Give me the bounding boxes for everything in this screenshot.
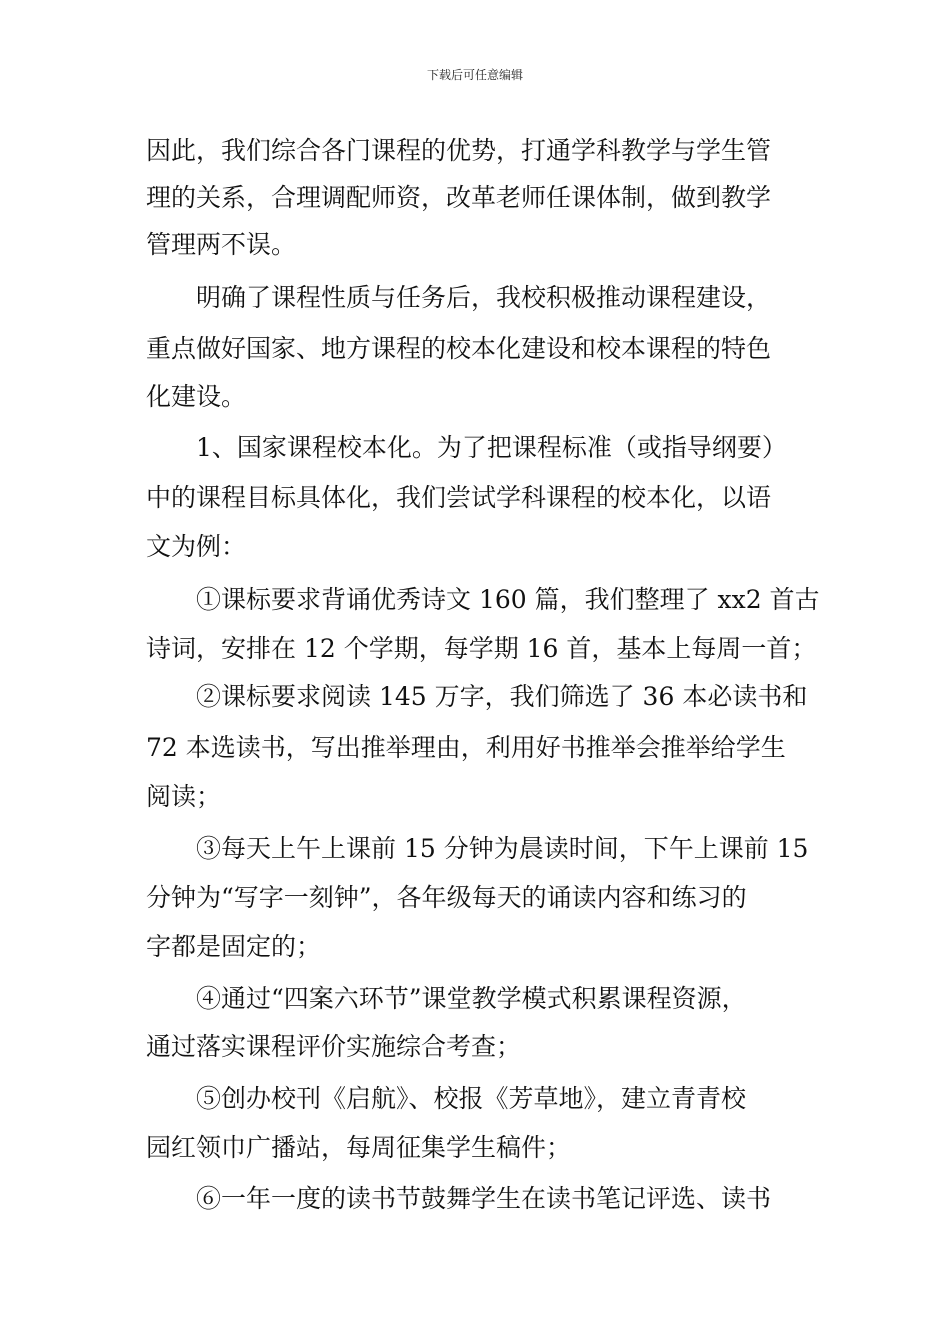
text-line: ②课标要求阅读 145 万字，我们筛选了 36 本必读书和 xyxy=(146,682,808,711)
text-line: 文为例： xyxy=(146,532,247,561)
page-header: 下载后可任意编辑 xyxy=(426,68,523,82)
text-line: 通过落实课程评价实施综合考查； xyxy=(146,1032,522,1061)
text-line: 管理两不误。 xyxy=(146,230,297,259)
text-line: 诗词，安排在 12 个学期，每学期 16 首，基本上每周一首； xyxy=(146,634,817,663)
text-line: 重点做好国家、地方课程的校本化建设和校本课程的特色 xyxy=(146,334,772,363)
text-line: 中的课程目标具体化，我们尝试学科课程的校本化，以语 xyxy=(146,483,772,512)
text-line: 1、国家课程校本化。为了把课程标准（或指导纲要） xyxy=(146,433,787,462)
text-line: 理的关系，合理调配师资，改革老师任课体制，做到教学 xyxy=(146,183,772,212)
text-line: 化建设。 xyxy=(146,382,247,411)
text-line: 园红领巾广播站，每周征集学生稿件； xyxy=(146,1133,572,1162)
text-line: 明确了课程性质与任务后，我校积极推动课程建设， xyxy=(146,283,772,312)
text-line: 字都是固定的； xyxy=(146,932,322,961)
text-line: ⑤创办校刊《启航》、校报《芳草地》，建立青青校 xyxy=(146,1084,747,1113)
text-line: 72 本选读书，写出推举理由，利用好书推举会推举给学生 xyxy=(146,733,786,762)
text-line: ①课标要求背诵优秀诗文 160 篇，我们整理了 xx2 首古 xyxy=(146,585,820,614)
text-line: ④通过“四案六环节”课堂教学模式积累课程资源， xyxy=(146,984,747,1013)
text-line: 因此，我们综合各门课程的优势，打通学科教学与学生管 xyxy=(146,136,772,165)
text-line: ③每天上午上课前 15 分钟为晨读时间，下午上课前 15 xyxy=(146,834,809,863)
text-line: ⑥一年一度的读书节鼓舞学生在读书笔记评选、读书 xyxy=(146,1184,772,1213)
text-line: 阅读； xyxy=(146,782,222,811)
text-line: 分钟为“写字一刻钟”，各年级每天的诵读内容和练习的 xyxy=(146,883,747,912)
